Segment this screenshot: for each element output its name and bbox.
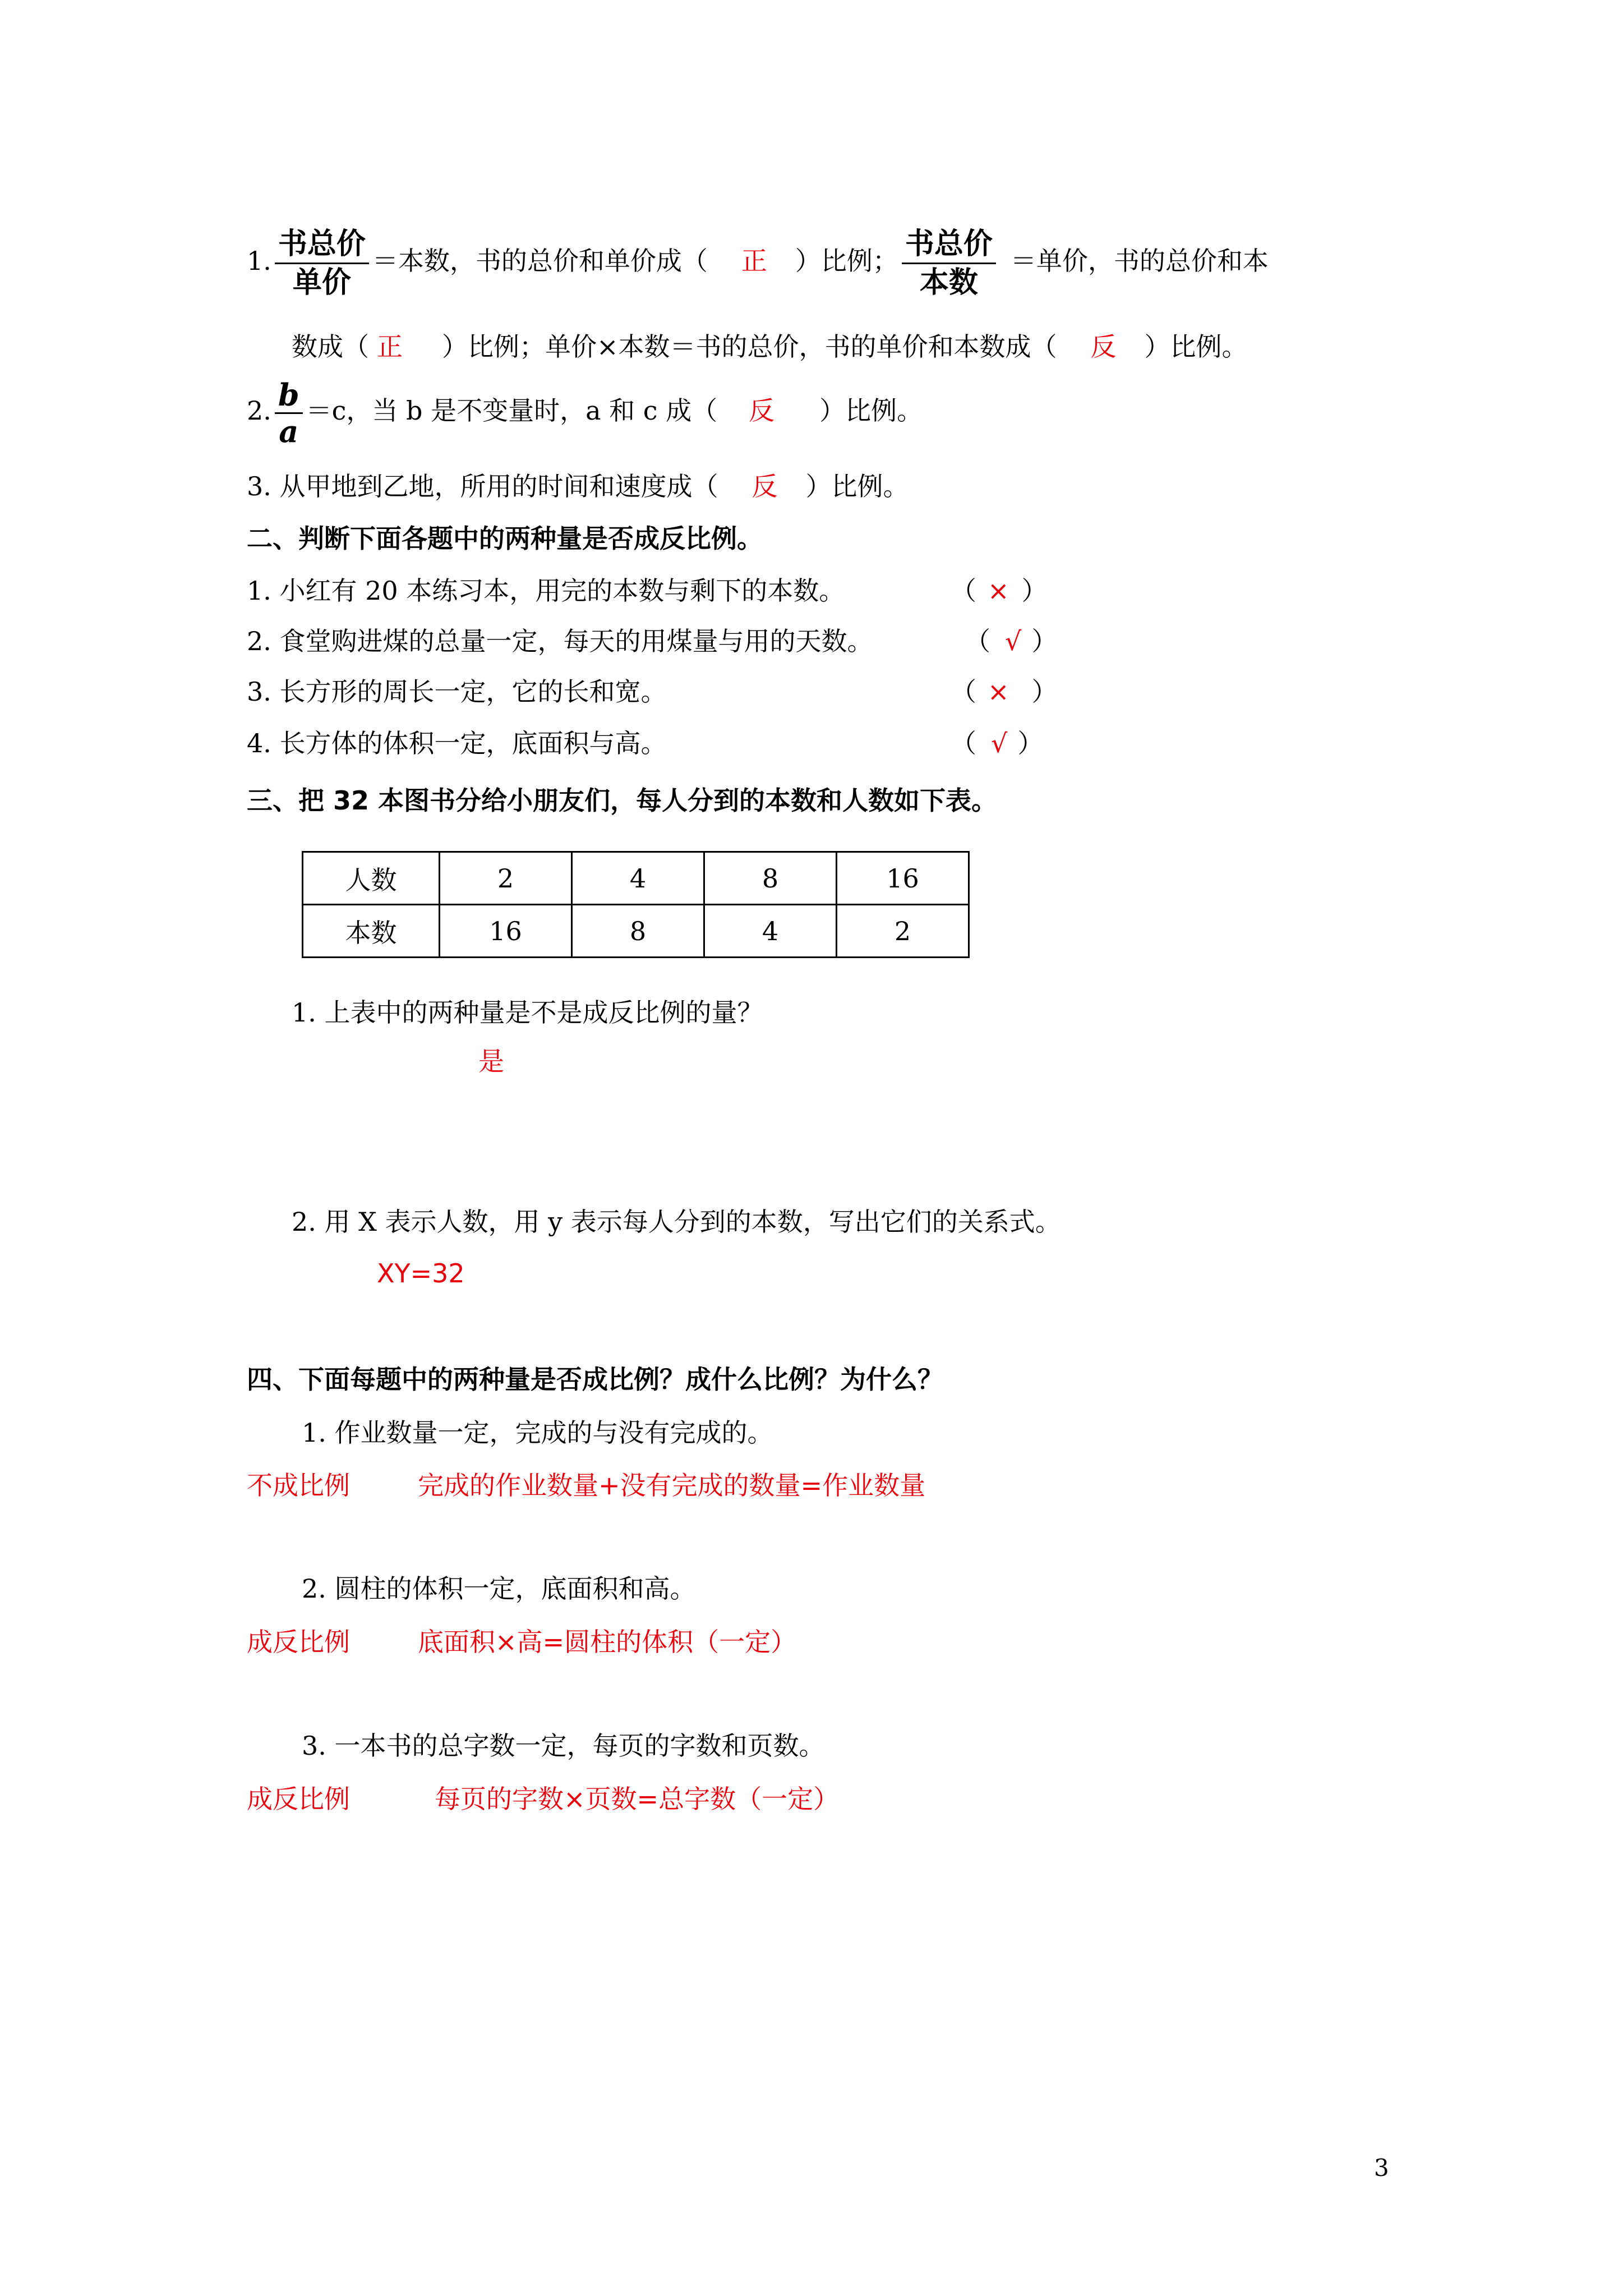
fraction-numerator: 书总价 [902,226,996,264]
judgement-question: 2. 食堂购进煤的总量一定，每天的用煤量与用的天数。 [247,626,873,656]
table-cell: 人数 [303,852,440,905]
p1-q1-text5: ）比例；单价×本数＝书的总价，书的单价和本数成（ [442,332,1057,362]
fraction-b-over-a [275,378,303,449]
p3-answer-2: XY=32 [377,1258,465,1289]
p1-q1-text2: ）比例； [795,246,898,276]
answer-blank: 正 [377,332,403,362]
p4-question: 3. 一本书的总字数一定，每页的字数和页数。 [302,1731,825,1761]
section-heading: 三、把 32 本图书分给小朋友们，每人分到的本数和人数如下表。 [247,785,998,816]
fraction-denominator: 本数 [919,265,978,300]
p1-q2-text1: ＝c，当 b 是不变量时，a 和 c 成（ [306,395,718,426]
p4-question: 2. 圆柱的体积一定，底面积和高。 [302,1573,696,1604]
judgement-answer: （ × ） [951,576,1048,606]
fraction-denominator: 单价 [292,265,351,300]
judgement-item [247,623,873,659]
table-cell: 2 [837,905,969,958]
p1-q2 [247,373,923,449]
table-cell: 2 [440,852,572,905]
p1-q1-text6: ）比例。 [1144,332,1248,362]
p1-q3-text1: 3. 从甲地到乙地，所用的时间和速度成（ [247,471,718,501]
judgement-answer: （ × ） [951,677,1058,707]
judgement-question: 3. 长方形的周长一定，它的长和宽。 [247,677,667,707]
p4-reason: 每页的字数×页数=总字数（一定） [435,1784,840,1814]
table-cell: 4 [704,905,837,958]
p3-question-1: 1. 上表中的两种量是不是成反比例的量？ [292,997,763,1028]
p1-q1-text4: 数成（ [292,332,369,362]
table-cell: 16 [837,852,969,905]
judgement-question: 4. 长方体的体积一定，底面积与高。 [247,728,667,758]
judgement-question: 1. 小红有 20 本练习本，用完的本数与剩下的本数。 [247,576,845,606]
table-cell: 8 [572,905,704,958]
table-cell: 4 [572,852,704,905]
section-heading: 二、判断下面各题中的两种量是否成反比例。 [247,523,763,554]
table-cell: 本数 [303,905,440,958]
p4-verdict: 成反比例 [247,1784,350,1814]
judgement-item [247,573,845,609]
p1-q1-text3: ＝单价，书的总价和本 [1010,246,1269,276]
p3-answer-1: 是 [478,1046,504,1076]
p1-q1-line1 [247,222,1269,301]
p4-question: 1. 作业数量一定，完成的与没有完成的。 [302,1418,773,1448]
p1-q1-number: 1. [247,246,271,276]
table-row [303,852,969,905]
table-cell: 16 [440,905,572,958]
p3-question-2: 2. 用 X 表示人数，用 y 表示每人分到的本数，写出它们的关系式。 [292,1207,1061,1237]
check-mark: √ [1005,626,1022,656]
fraction-numerator: 书总价 [275,226,369,264]
p1-q1-text1: ＝本数，书的总价和单价成（ [372,246,708,276]
p1-q3 [247,468,909,504]
p4-verdict: 成反比例 [247,1627,350,1657]
answer-blank: 反 [751,471,778,501]
fraction-total-price-over-count [902,226,996,301]
p1-q3-text2: ）比例。 [805,471,909,501]
judgement-answer: （ √ ） [965,626,1058,656]
table-row [303,905,969,958]
judgement-item [247,674,667,710]
fraction-denominator: a [279,413,299,449]
books-people-table [302,851,970,958]
table-cell: 8 [704,852,837,905]
p4-verdict: 不成比例 [247,1470,350,1501]
page-number: 3 [1374,2154,1389,2182]
cross-mark: × [988,576,1009,606]
section-heading: 四、下面每题中的两种量是否成比例？成什么比例？为什么？ [247,1364,943,1395]
p1-q2-text2: ）比例。 [819,395,923,426]
judgement-item [247,725,667,761]
cross-mark: × [988,677,1009,707]
p4-reason: 底面积×高=圆柱的体积（一定） [418,1627,797,1657]
answer-blank: 反 [1090,332,1117,362]
answer-blank: 正 [741,246,767,276]
check-mark: √ [991,728,1008,758]
p1-q2-number: 2. [247,395,271,426]
p1-q1-line2 [292,329,1248,365]
fraction-numerator: b [275,378,303,414]
answer-blank: 反 [749,395,775,426]
fraction-total-price-over-unit-price [275,226,369,301]
p4-reason: 完成的作业数量+没有完成的数量=作业数量 [418,1470,926,1501]
judgement-answer: （ √ ） [951,728,1044,758]
